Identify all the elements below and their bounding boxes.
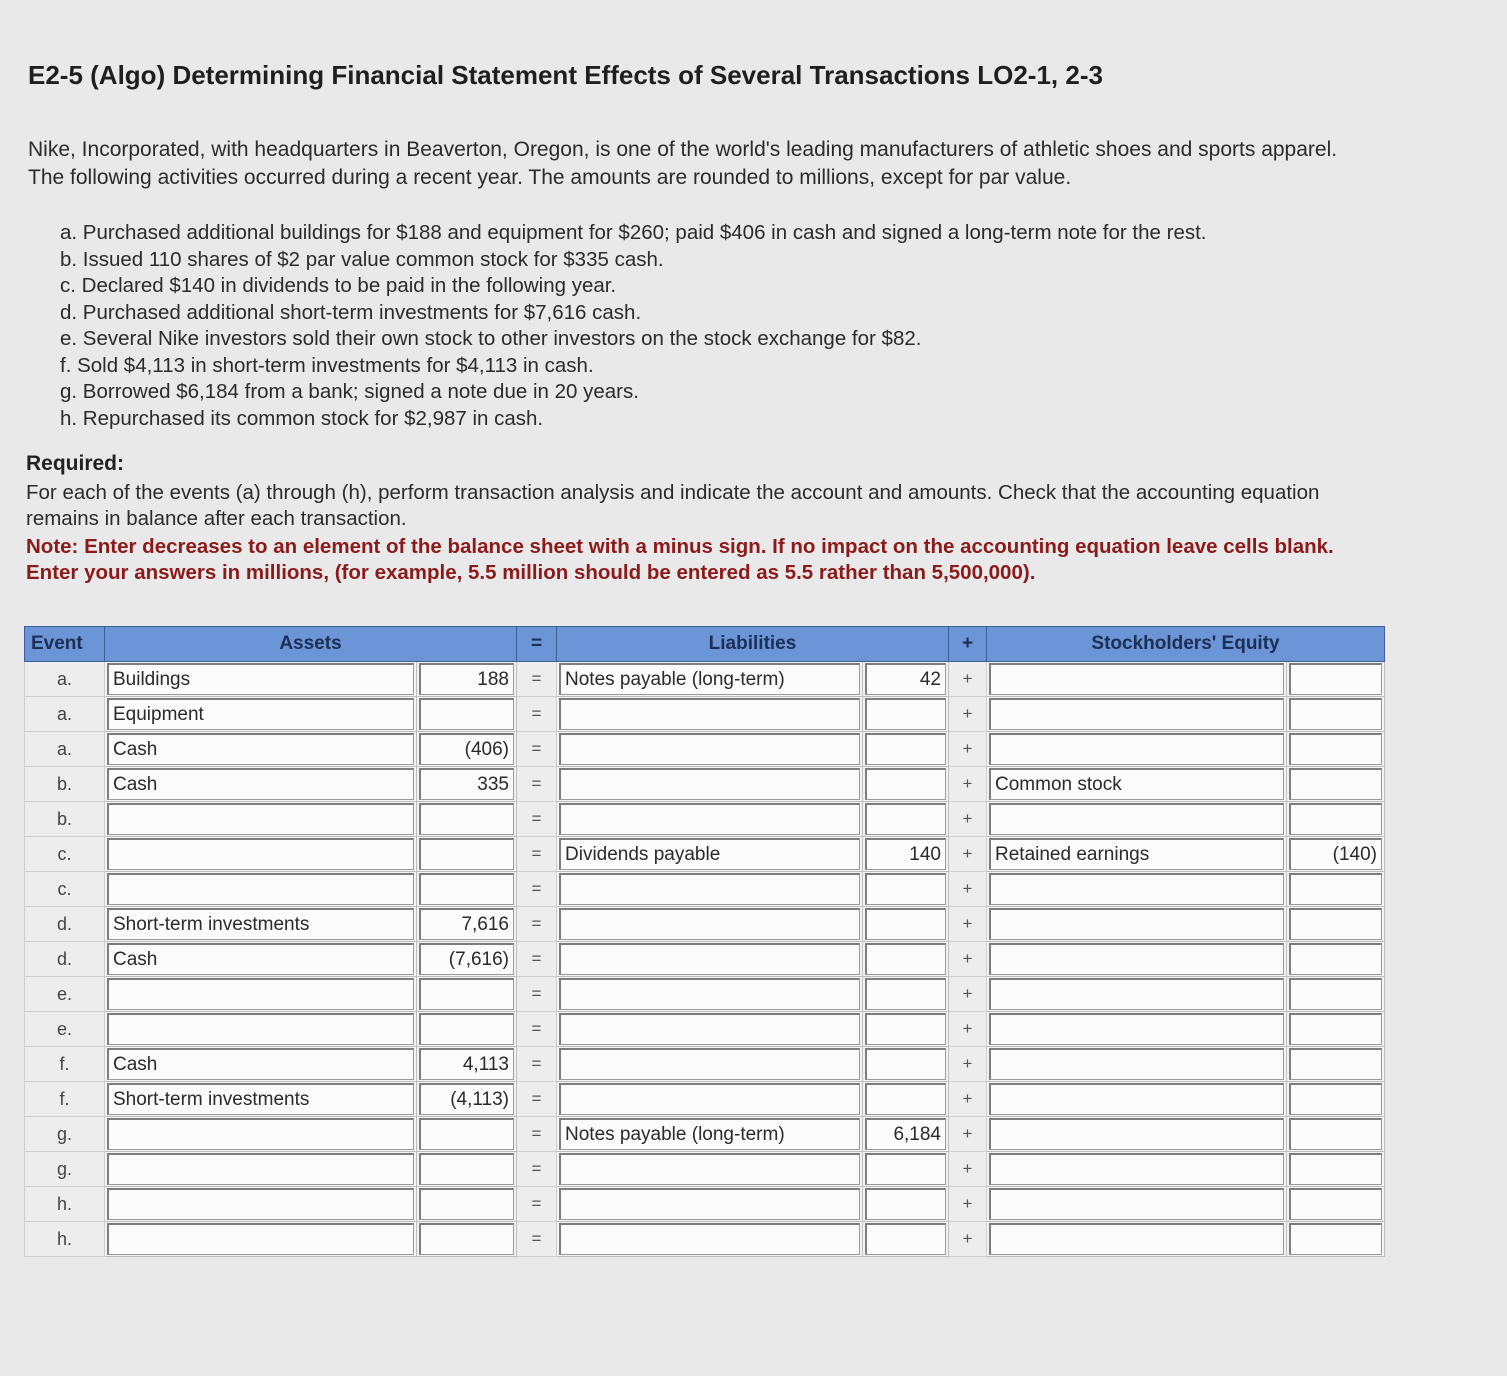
equity-account-input[interactable] [989, 1188, 1284, 1220]
table-row [25, 662, 1385, 697]
plus-sign: + [949, 907, 987, 942]
equity-amount-input[interactable] [1289, 943, 1382, 975]
asset-amount-input[interactable]: 4,113 [419, 1048, 514, 1080]
liability-amount-input[interactable] [865, 978, 946, 1010]
table-header-row [25, 627, 1385, 662]
table-cell [863, 1117, 949, 1152]
table-cell [987, 802, 1287, 837]
equity-amount-input[interactable] [1289, 698, 1382, 730]
equals-sign: = [517, 837, 557, 872]
liability-account-input[interactable] [559, 1013, 860, 1045]
table-cell [417, 697, 517, 732]
table-row [25, 1187, 1385, 1222]
table-cell [417, 1047, 517, 1082]
equity-amount-input[interactable] [1289, 803, 1382, 835]
equity-amount-input[interactable] [1289, 873, 1382, 905]
plus-sign: + [949, 872, 987, 907]
table-cell [987, 662, 1287, 697]
table-row [25, 872, 1385, 907]
table-cell [1287, 942, 1385, 977]
liability-amount-input[interactable] [865, 943, 946, 975]
event-item: f. Sold $4,113 in short-term investments for $4,113 in cash. [60, 353, 594, 377]
table-cell [105, 697, 417, 732]
table-cell [987, 907, 1287, 942]
plus-sign: + [949, 1152, 987, 1187]
equity-account-input[interactable] [989, 1118, 1284, 1150]
event-label: h. [25, 1222, 105, 1257]
table-cell [557, 732, 863, 767]
table-cell [1287, 767, 1385, 802]
liability-amount-input[interactable] [865, 768, 946, 800]
table-cell [863, 872, 949, 907]
equity-amount-input[interactable] [1289, 978, 1382, 1010]
equity-amount-input[interactable]: (140) [1289, 838, 1382, 870]
asset-account-input[interactable] [107, 1188, 414, 1220]
event-label: c. [25, 837, 105, 872]
table-cell [987, 837, 1287, 872]
event-label: f. [25, 1047, 105, 1082]
liability-account-input[interactable] [559, 733, 860, 765]
event-label: h. [25, 1187, 105, 1222]
event-item: e. Several Nike investors sold their own stock to other investors on the stock exchange for $82. [60, 327, 922, 350]
event-item: c. Declared $140 in dividends to be paid in the following year. [60, 274, 617, 297]
table-cell [417, 732, 517, 767]
plus-sign: + [949, 1047, 987, 1082]
asset-account-input[interactable]: Short-term investments [107, 1083, 414, 1115]
table-cell [105, 837, 417, 872]
event-label: d. [25, 942, 105, 977]
equity-amount-input[interactable] [1289, 663, 1382, 695]
liability-account-input[interactable] [559, 943, 860, 975]
table-cell [863, 1187, 949, 1222]
liability-account-input[interactable] [559, 873, 860, 905]
event-label: a. [25, 732, 105, 767]
table-cell [105, 1187, 417, 1222]
equals-sign: = [517, 872, 557, 907]
event-label: g. [25, 1152, 105, 1187]
equals-sign: = [517, 767, 557, 802]
header-equals: = [517, 627, 557, 662]
table-cell [863, 732, 949, 767]
table-cell [105, 1012, 417, 1047]
table-cell [863, 802, 949, 837]
table-row [25, 837, 1385, 872]
table-cell [105, 767, 417, 802]
table-cell [987, 942, 1287, 977]
table-row [25, 1117, 1385, 1152]
plus-sign: + [949, 1187, 987, 1222]
plus-sign: + [949, 1117, 987, 1152]
table-cell [863, 1222, 949, 1257]
plus-sign: + [949, 1082, 987, 1117]
page-title: E2-5 (Algo) Determining Financial Statement Effects of Several Transactions LO2-1, 2-3 [28, 60, 1103, 90]
liability-account-input[interactable] [559, 978, 860, 1010]
asset-amount-input[interactable] [419, 838, 514, 870]
table-row [25, 802, 1385, 837]
asset-amount-input[interactable] [419, 1223, 514, 1255]
asset-account-input[interactable] [107, 1013, 414, 1045]
table-cell [1287, 1047, 1385, 1082]
table-cell [863, 767, 949, 802]
asset-account-input[interactable]: Cash [107, 1048, 414, 1080]
equals-sign: = [517, 697, 557, 732]
asset-amount-input[interactable] [419, 1188, 514, 1220]
header-assets: Assets [105, 627, 517, 662]
table-cell [557, 1012, 863, 1047]
table-cell [1287, 1222, 1385, 1257]
equals-sign: = [517, 1187, 557, 1222]
table-cell [863, 907, 949, 942]
asset-account-input[interactable] [107, 978, 414, 1010]
plus-sign: + [949, 837, 987, 872]
plus-sign: + [949, 662, 987, 697]
event-label: d. [25, 907, 105, 942]
asset-amount-input[interactable] [419, 873, 514, 905]
table-cell [557, 1152, 863, 1187]
table-cell [557, 1222, 863, 1257]
equals-sign: = [517, 1082, 557, 1117]
event-item: a. Purchased additional buildings for $188 and equipment for $260; paid $406 in cash and signed a long-term note for the rest. [60, 221, 1207, 244]
transaction-analysis-table [24, 626, 1385, 1257]
liability-amount-input[interactable]: 42 [865, 663, 946, 695]
table-cell [105, 1047, 417, 1082]
table-cell [417, 907, 517, 942]
asset-amount-input[interactable] [419, 978, 514, 1010]
table-cell [557, 662, 863, 697]
table-cell [105, 1082, 417, 1117]
event-label: g. [25, 1117, 105, 1152]
table-row [25, 942, 1385, 977]
plus-sign: + [949, 1222, 987, 1257]
liability-amount-input[interactable] [865, 1083, 946, 1115]
asset-amount-input[interactable]: (4,113) [419, 1083, 514, 1115]
table-cell [863, 1082, 949, 1117]
liability-account-input[interactable] [559, 803, 860, 835]
asset-amount-input[interactable]: 7,616 [419, 908, 514, 940]
table-cell [557, 767, 863, 802]
asset-account-input[interactable]: Short-term investments [107, 908, 414, 940]
liability-amount-input[interactable]: 6,184 [865, 1118, 946, 1150]
table-cell [1287, 662, 1385, 697]
asset-account-input[interactable] [107, 803, 414, 835]
liability-amount-input[interactable] [865, 1188, 946, 1220]
plus-sign: + [949, 977, 987, 1012]
equity-account-input[interactable] [989, 733, 1284, 765]
table-cell [557, 1187, 863, 1222]
equals-sign: = [517, 1152, 557, 1187]
event-label: b. [25, 767, 105, 802]
table-cell [557, 837, 863, 872]
table-cell [987, 1012, 1287, 1047]
liability-account-input[interactable] [559, 908, 860, 940]
table-cell [1287, 1117, 1385, 1152]
equity-amount-input[interactable] [1289, 1188, 1382, 1220]
table-cell [863, 942, 949, 977]
asset-amount-input[interactable] [419, 1013, 514, 1045]
equals-sign: = [517, 732, 557, 767]
plus-sign: + [949, 767, 987, 802]
equity-amount-input[interactable] [1289, 1083, 1382, 1115]
liability-amount-input[interactable] [865, 733, 946, 765]
asset-account-input[interactable] [107, 1118, 414, 1150]
table-cell [105, 1117, 417, 1152]
table-cell [1287, 837, 1385, 872]
table-cell [1287, 1187, 1385, 1222]
equals-sign: = [517, 1117, 557, 1152]
liability-account-input[interactable] [559, 1188, 860, 1220]
plus-sign: + [949, 732, 987, 767]
liability-account-input[interactable] [559, 1083, 860, 1115]
table-cell [557, 977, 863, 1012]
table-cell [1287, 1082, 1385, 1117]
equals-sign: = [517, 1222, 557, 1257]
table-row [25, 1222, 1385, 1257]
event-label: f. [25, 1082, 105, 1117]
table-cell [417, 662, 517, 697]
event-label: c. [25, 872, 105, 907]
table-cell [1287, 1152, 1385, 1187]
asset-amount-input[interactable]: (406) [419, 733, 514, 765]
table-cell [105, 872, 417, 907]
event-item: b. Issued 110 shares of $2 par value common stock for $335 cash. [60, 247, 664, 271]
table-cell [557, 697, 863, 732]
equals-sign: = [517, 662, 557, 697]
table-cell [987, 1117, 1287, 1152]
table-cell [105, 907, 417, 942]
table-cell [417, 802, 517, 837]
plus-sign: + [949, 697, 987, 732]
table-cell [987, 1222, 1287, 1257]
asset-account-input[interactable] [107, 1223, 414, 1255]
equals-sign: = [517, 907, 557, 942]
plus-sign: + [949, 802, 987, 837]
asset-amount-input[interactable] [419, 1153, 514, 1185]
asset-amount-input[interactable]: (7,616) [419, 943, 514, 975]
required-heading: Required: [26, 452, 125, 475]
table-cell [987, 1152, 1287, 1187]
equals-sign: = [517, 942, 557, 977]
asset-account-input[interactable] [107, 838, 414, 870]
table-cell [863, 697, 949, 732]
table-cell [987, 767, 1287, 802]
table-cell [105, 662, 417, 697]
table-cell [105, 1222, 417, 1257]
header-event: Event [25, 627, 105, 662]
equity-account-input[interactable] [989, 908, 1284, 940]
liability-account-input[interactable]: Notes payable (long-term) [559, 663, 860, 695]
event-label: e. [25, 1012, 105, 1047]
table-cell [1287, 872, 1385, 907]
equity-account-input[interactable] [989, 1083, 1284, 1115]
equity-account-input[interactable] [989, 1013, 1284, 1045]
equity-account-input[interactable] [989, 1153, 1284, 1185]
liability-amount-input[interactable] [865, 873, 946, 905]
event-item: h. Repurchased its common stock for $2,987 in cash. [60, 406, 544, 430]
table-cell [1287, 977, 1385, 1012]
table-cell [417, 1187, 517, 1222]
table-row [25, 1082, 1385, 1117]
table-row [25, 1012, 1385, 1047]
table-cell [417, 942, 517, 977]
liability-amount-input[interactable] [865, 1223, 946, 1255]
event-list [60, 220, 1380, 432]
liability-amount-input[interactable] [865, 698, 946, 730]
liability-account-input[interactable]: Notes payable (long-term) [559, 1118, 860, 1150]
table-cell [417, 767, 517, 802]
table-cell [105, 802, 417, 837]
table-cell [557, 1082, 863, 1117]
equity-amount-input[interactable] [1289, 1118, 1382, 1150]
liability-amount-input[interactable] [865, 1013, 946, 1045]
table-cell [987, 1082, 1287, 1117]
table-cell [863, 977, 949, 1012]
equals-sign: = [517, 1047, 557, 1082]
asset-amount-input[interactable]: 335 [419, 768, 514, 800]
event-item: d. Purchased additional short-term investments for $7,616 cash. [60, 300, 642, 324]
table-row [25, 732, 1385, 767]
equity-account-input[interactable] [989, 873, 1284, 905]
equity-account-input[interactable] [989, 1048, 1284, 1080]
table-cell [863, 1152, 949, 1187]
event-label: a. [25, 697, 105, 732]
liability-account-input[interactable] [559, 768, 860, 800]
header-liabilities: Liabilities [557, 627, 949, 662]
liability-amount-input[interactable] [865, 803, 946, 835]
table-row [25, 977, 1385, 1012]
liability-account-input[interactable] [559, 1048, 860, 1080]
equity-amount-input[interactable] [1289, 733, 1382, 765]
asset-account-input[interactable]: Buildings [107, 663, 414, 695]
equity-account-input[interactable] [989, 663, 1284, 695]
table-cell [1287, 907, 1385, 942]
equals-sign: = [517, 1012, 557, 1047]
equity-account-input[interactable] [989, 943, 1284, 975]
table-cell [417, 872, 517, 907]
table-cell [1287, 1012, 1385, 1047]
asset-amount-input[interactable]: 188 [419, 663, 514, 695]
table-body [25, 662, 1385, 1257]
table-cell [105, 942, 417, 977]
equity-amount-input[interactable] [1289, 1223, 1382, 1255]
equity-account-input[interactable] [989, 978, 1284, 1010]
table-cell [105, 732, 417, 767]
equity-account-input[interactable] [989, 803, 1284, 835]
table-cell [557, 1117, 863, 1152]
table-cell [1287, 697, 1385, 732]
table-cell [557, 907, 863, 942]
table-row [25, 767, 1385, 802]
table-cell [863, 837, 949, 872]
equity-account-input[interactable] [989, 1223, 1284, 1255]
table-cell [987, 872, 1287, 907]
asset-account-input[interactable]: Equipment [107, 698, 414, 730]
equity-amount-input[interactable] [1289, 768, 1382, 800]
table-cell [557, 942, 863, 977]
table-row [25, 1152, 1385, 1187]
table-cell [987, 1187, 1287, 1222]
equity-amount-input[interactable] [1289, 1048, 1382, 1080]
equity-account-input[interactable]: Common stock [989, 768, 1284, 800]
header-stockholders-equity: Stockholders' Equity [987, 627, 1385, 662]
liability-amount-input[interactable] [865, 1048, 946, 1080]
table-cell [987, 977, 1287, 1012]
asset-amount-input[interactable] [419, 1118, 514, 1150]
table-cell [1287, 802, 1385, 837]
equity-amount-input[interactable] [1289, 908, 1382, 940]
table-cell [417, 837, 517, 872]
table-cell [987, 1047, 1287, 1082]
asset-amount-input[interactable] [419, 698, 514, 730]
table-cell [863, 662, 949, 697]
asset-amount-input[interactable] [419, 803, 514, 835]
table-cell [987, 697, 1287, 732]
table-cell [417, 1222, 517, 1257]
liability-account-input[interactable] [559, 1223, 860, 1255]
header-plus: + [949, 627, 987, 662]
liability-account-input[interactable]: Dividends payable [559, 838, 860, 870]
liability-account-input[interactable] [559, 1153, 860, 1185]
liability-amount-input[interactable] [865, 908, 946, 940]
asset-account-input[interactable]: Cash [107, 943, 414, 975]
table-cell [557, 872, 863, 907]
plus-sign: + [949, 942, 987, 977]
intro-paragraph: Nike, Incorporated, with headquarters in Beaverton, Oregon, is one of the world's leading manufacturers of athletic shoes and sports apparel. The following activities occurred during a recent year. The amounts are rounded to millions, except for par value. [28, 138, 1338, 189]
table-cell [105, 977, 417, 1012]
equity-amount-input[interactable] [1289, 1153, 1382, 1185]
equity-amount-input[interactable] [1289, 1013, 1382, 1045]
event-label: e. [25, 977, 105, 1012]
table-cell [105, 1152, 417, 1187]
note-text: Note: Enter decreases to an element of the balance sheet with a minus sign. If no impact on the accounting equation leave cells blank. Enter your answers in millions, (for example, 5.5 million should be entered as 5.5 rather than 5,500,000). [26, 535, 1334, 584]
required-text: For each of the events (a) through (h), perform transaction analysis and indicate the account and amounts. Check that the accounting equation remains in balance after each transaction. [26, 481, 1320, 530]
table-cell [863, 1012, 949, 1047]
liability-amount-input[interactable] [865, 1153, 946, 1185]
table-cell [417, 1152, 517, 1187]
table-cell [1287, 732, 1385, 767]
table-row [25, 1047, 1385, 1082]
table-row [25, 697, 1385, 732]
liability-account-input[interactable] [559, 698, 860, 730]
asset-account-input[interactable] [107, 1153, 414, 1185]
asset-account-input[interactable]: Cash [107, 768, 414, 800]
asset-account-input[interactable]: Cash [107, 733, 414, 765]
equity-account-input[interactable]: Retained earnings [989, 838, 1284, 870]
table-cell [863, 1047, 949, 1082]
table-cell [417, 1117, 517, 1152]
table-cell [417, 977, 517, 1012]
table-cell [987, 732, 1287, 767]
liability-amount-input[interactable]: 140 [865, 838, 946, 870]
plus-sign: + [949, 1012, 987, 1047]
equals-sign: = [517, 977, 557, 1012]
table-row [25, 907, 1385, 942]
event-label: b. [25, 802, 105, 837]
table-cell [557, 802, 863, 837]
asset-account-input[interactable] [107, 873, 414, 905]
table-cell [557, 1047, 863, 1082]
equals-sign: = [517, 802, 557, 837]
table-cell [417, 1082, 517, 1117]
table-cell [417, 1012, 517, 1047]
event-item: g. Borrowed $6,184 from a bank; signed a note due in 20 years. [60, 380, 639, 403]
event-label: a. [25, 662, 105, 697]
equity-account-input[interactable] [989, 698, 1284, 730]
